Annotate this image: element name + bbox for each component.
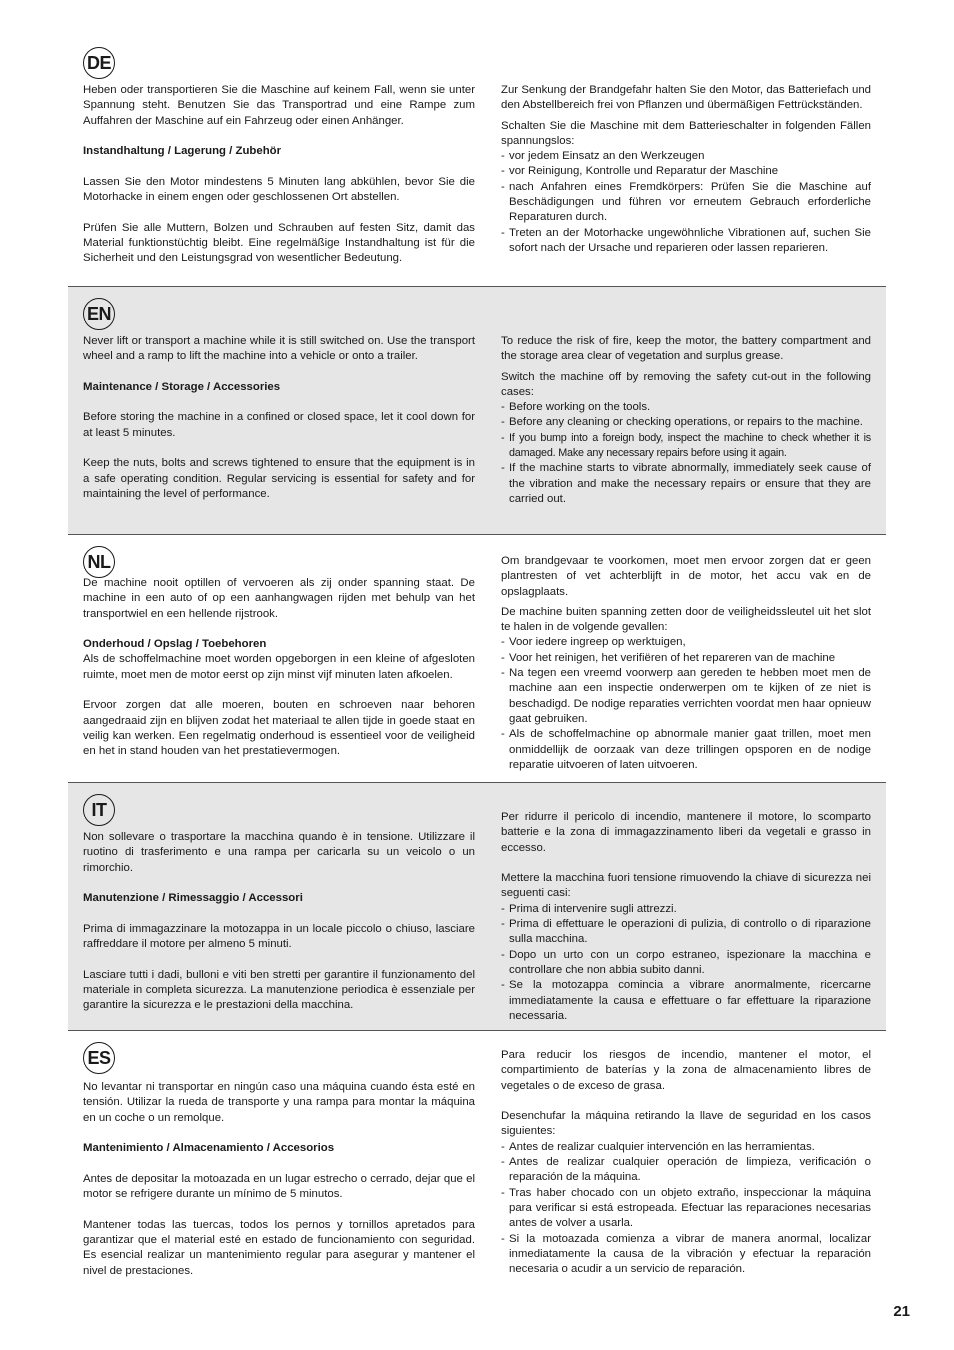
fasteners-paragraph: Keep the nuts, bolts and screws tightened to ensure that the equipment is in a safe operating condition. Regular servicing is essential for safety and for maintaining the level of performance. [83,457,475,500]
section-it [68,782,886,1030]
section-nl [68,534,886,782]
switch-off-paragraph: Mettere la macchina fuori tensione rimuovendo la chiave di sicurezza nei seguenti casi: [501,872,871,900]
cooling-paragraph: Antes de depositar la motoazada en un lugar estrecho o cerrado, dejar que el motor se refrigere durante un mínimo de 5 minutos. [83,1172,475,1201]
transport-paragraph: Heben oder transportieren Sie die Maschine auf keinem Fall, wenn sie unter Spannung steht. Benutzen Sie das Transportrad und eine Rampe zum Auffahren der Maschine auf ein Fahrzeug oder einen Anhänger. [83,84,475,127]
left-column [83,83,475,267]
language-badge-en: EN [83,298,115,330]
transport-paragraph: De machine nooit optillen of vervoeren als zij onder spanning staat. De machine in een auto of op een aanhangwagen rijden met behulp van het transportwiel en een hellende rijstrook. [83,577,475,620]
list-item: - Before any cleaning or checking operations, or repairs to the machine. [501,415,871,430]
section-en [68,286,886,534]
list-item: - Antes de realizar cualquier operación de limpieza, verificación o reparación de la máquina. [501,1155,871,1186]
left-column [83,334,475,502]
list-item: - If you bump into a foreign body, inspect the machine to check whether it is damaged. Make any necessary repairs before using it again. [501,431,871,462]
switch-off-paragraph: Switch the machine off by removing the safety cut-out in the following cases: [501,370,871,398]
cooling-paragraph: Prima di immagazzinare la motozappa in un locale piccolo o chiuso, lasciare raffreddare il motore per almeno 5 minuti. [83,922,475,951]
cooling-paragraph: Before storing the machine in a confined or closed space, let it cool down for at least 5 minutes. [83,411,475,439]
maintenance-heading: Manutenzione / Rimessaggio / Accessori [83,892,303,905]
transport-paragraph: No levantar ni transportar en ningún caso una máquina cuando ésta esté en tensión. Utilizar la rueda de transporte y una rampa para montar la máquina en un coche o un remolque. [83,1081,475,1124]
cooling-paragraph: Als de schoffelmachine moet worden opgeborgen in een kleine of afgesloten ruimte, moet men de motor eerst op zijn minst vijf minuten laten afkoelen. [83,653,475,681]
fasteners-paragraph: Ervoor zorgen dat alle moeren, bouten en schroeven naar behoren aangedraaid zijn en blijven zodat het materiaal te allen tijde in goede staat en veilig kan werken. Een regelmatig onderhoud is essentieel voor de veiligheid en het in stand houden van het prestatievermogen. [83,699,475,758]
list-item: - Treten an der Motorhacke ungewöhnliche Vibrationen auf, suchen Sie sofort nach der Ursache und reparieren oder lassen reparieren. [501,226,871,257]
switch-off-list [501,149,871,256]
language-badge-es: ES [83,1042,115,1074]
list-item: - If the machine starts to vibrate abnormally, immediately seek cause of the vibration and make the necessary repairs or ensure that they are carried out. [501,461,871,507]
list-item: - Prima di effettuare le operazioni di pulizia, di controllo o di riparazione sulla macchina. [501,917,871,948]
switch-off-list [501,902,871,1024]
fasteners-paragraph: Lasciare tutti i dadi, bulloni e viti ben stretti per garantire il funzionamento del materiale in completa sicurezza. La manutenzione periodica è essenziale per garantire la sicurezza e le prestazioni della macchina. [83,968,475,1012]
list-item: - Als de schoffelmachine op abnormale manier gaat trillen, moet men onmiddellijk de oorzaak van deze trillingen opsporen en de nodige reparatie uitvoeren of laten uitvoeren. [501,727,871,773]
transport-paragraph: Non sollevare o trasportare la macchina quando è in tensione. Utilizzare il ruotino di trasferimento e una rampa per caricarla su un veicolo o un rimorchio. [83,831,475,874]
switch-off-paragraph: De machine buiten spanning zetten door de veiligheidssleutel uit het slot te halen in de volgende gevallen: [501,605,871,634]
fire-risk-paragraph: Zur Senkung der Brandgefahr halten Sie den Motor, das Batteriefach und den Abstellbereich frei von Pflanzen und übermäßigen Fettrückständen. [501,84,871,112]
list-item: - Dopo un urto con un corpo estraneo, ispezionare la macchina e controllare che non abbia subito danni. [501,948,871,979]
right-column [501,810,871,1024]
language-badge-it: IT [83,794,115,826]
switch-off-paragraph: Schalten Sie die Maschine mit dem Batterieschalter in folgenden Fällen spannungslos: [501,119,871,147]
language-badge-nl: NL [83,546,115,578]
fire-risk-paragraph: To reduce the risk of fire, keep the motor, the battery compartment and the storage area clear of vegetation and surplus grease. [501,335,871,363]
list-item: - Na tegen een vreemd voorwerp aan gereden te hebben moet men de machine aan een inspectie onderwerpen om te kijken of ze niet is beschadigd. De nodige reparaties verrichten voordat men haar opnieuw gaat gebruiken. [501,666,871,727]
list-item: - Se la motozappa comincia a vibrare anormalmente, ricercarne immediatamente la causa e effettuare o far effettuare la riparazione necessaria. [501,978,871,1024]
list-item: - Before working on the tools. [501,400,871,415]
cooling-paragraph: Lassen Sie den Motor mindestens 5 Minuten lang abkühlen, bevor Sie die Motorhacke in einem engen oder geschlossenen Ort abstellen. [83,175,475,204]
language-badge-de: DE [83,47,115,79]
fire-risk-paragraph: Para reducir los riesgos de incendio, mantener el motor, el compartimiento de baterías y la zona de almacenamiento libres de vegetales o de exceso de grasa. [501,1049,871,1092]
fire-risk-paragraph: Per ridurre il pericolo di incendio, mantenere il motore, lo scomparto batterie e la zona di immagazzinamento liberi da vegetali e grasso in eccesso. [501,811,871,854]
maintenance-heading: Mantenimiento / Almacenamiento / Accesorios [83,1142,335,1155]
fire-risk-paragraph: Om brandgevaar te voorkomen, moet men ervoor zorgen dat er geen plantresten of vet achterblijft in de motor, het accu vak en de opslagplaats. [501,555,871,598]
maintenance-heading: Onderhoud / Opslag / Toebehoren [83,638,267,651]
right-column [501,1048,871,1277]
fasteners-paragraph: Mantener todas las tuercas, todos los pernos y tornillos apretados para garantizar que el material esté en estado de funcionamiento con seguridad. Es esencial realizar un mantenimiento regular para asegurar y mantener el nivel de prestaciones. [83,1218,475,1277]
left-column [83,1080,475,1279]
list-item: - Si la motoazada comienza a vibrar de manera anormal, localizar inmediatamente la causa de la vibración y efectuar la reparación necesaria o acudir a un servicio de reparación. [501,1232,871,1278]
left-column [83,576,475,760]
left-column [83,830,475,1014]
switch-off-list [501,635,871,773]
section-de [68,36,886,286]
fasteners-paragraph: Prüfen Sie alle Muttern, Bolzen und Schrauben auf festen Sitz, damit das Material funktionstüchtig bleibt. Eine regelmäßige Instandhaltung ist für die Sicherheit und den Leistungsgrad von wesentlicher Bedeutung. [83,221,475,265]
page-number: 21 [893,1303,910,1320]
list-item: - vor Reinigung, Kontrolle und Reparatur der Maschine [501,164,871,179]
right-column [501,83,871,256]
list-item: - Voor het reinigen, het verifiëren of het repareren van de machine [501,651,871,666]
list-item: - Tras haber chocado con un objeto extraño, inspeccionar la máquina para verificar si está estropeada. Efectuar las reparaciones necesarias antes de volver a usarla. [501,1186,871,1232]
maintenance-heading: Maintenance / Storage / Accessories [83,380,281,393]
list-item: - nach Anfahren eines Fremdkörpers: Prüfen Sie die Maschine auf Beschädigungen und führen vor erneutem Gebrauch erforderliche Reparaturen durch. [501,180,871,226]
switch-off-paragraph: Desenchufar la máquina retirando la llave de seguridad en los casos siguientes: [501,1110,871,1138]
section-es [68,1030,886,1290]
right-column [501,554,871,773]
list-item: - Prima di intervenire sugli attrezzi. [501,902,871,917]
transport-paragraph: Never lift or transport a machine while it is still switched on. Use the transport wheel and a ramp to lift the machine into a vehicle or onto a trailer. [83,335,475,363]
maintenance-heading: Instandhaltung / Lagerung / Zubehör [83,145,282,158]
list-item: - vor jedem Einsatz an den Werkzeugen [501,149,871,164]
switch-off-list [501,1140,871,1278]
list-item: - Voor iedere ingreep op werktuigen, [501,635,871,650]
list-item: - Antes de realizar cualquier intervención en las herramientas. [501,1140,871,1155]
right-column [501,334,871,507]
switch-off-list [501,400,871,507]
